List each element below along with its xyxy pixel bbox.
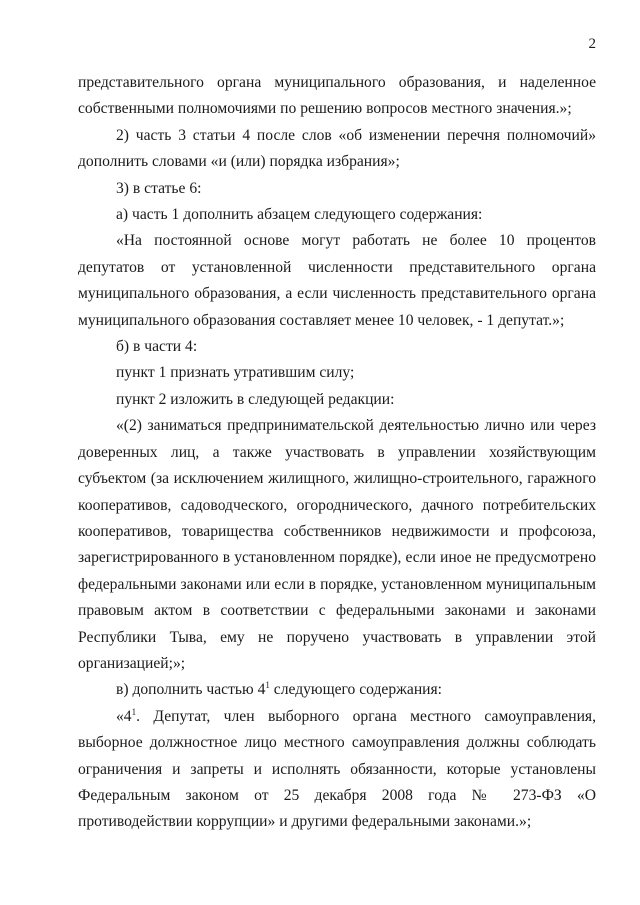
document-body <box>78 70 596 836</box>
paragraph-quote-2: «(2) заниматься предпринимательской деятельностью лично или через доверенных лиц, а также участвовать в управлении хозяйствующим субъектом (за исключением жилищного, жилищно-строительного, гаражного кооперативов, садоводческого, огороднического, дачного потребительских кооперативов, товарищества собственников недвижимости и профсоюза, зарегистрированного в установленном порядке), если иное не предусмотрено федеральными законами или если в порядке, установленном муниципальным правовым актом в соответствии с федеральными законами и законами Республики Тыва, ему не поручено участвовать в управлении этой организацией;»; <box>78 417 596 672</box>
paragraph-item-2: 2) часть 3 статьи 4 после слов «об изменении перечня полномочий» дополнить словами «и (или) порядка избрания»; <box>78 126 596 171</box>
item-v-superscript: 1 <box>265 680 270 691</box>
paragraph-quote-3 <box>78 704 596 836</box>
paragraph-item-a: а) часть 1 дополнить абзацем следующего содержания: <box>116 206 483 224</box>
paragraph-item-b: б) в части 4: <box>116 338 198 356</box>
quote-3-superscript: 1 <box>131 706 137 717</box>
quote-3-prefix: «4 <box>116 707 132 725</box>
paragraph-point-2: пункт 2 изложить в следующей редакции: <box>116 390 395 408</box>
paragraph-item-3: 3) в статье 6: <box>116 179 202 197</box>
paragraph-quote-1: «На постоянной основе могут работать не более 10 процентов депутатов от установленной численности представительного органа муниципального образования, а если численность представительного органа муниципального образования составляет менее 10 человек, - 1 депутат.»; <box>78 232 596 329</box>
page-number: 2 <box>588 36 596 52</box>
paragraph-continuation: представительного органа муниципального образования, и наделенное собственными полномочиями по решению вопросов местного значения.»; <box>78 74 596 118</box>
item-v-prefix: в) дополнить частью 4 <box>116 681 266 699</box>
paragraph-point-1: пункт 1 признать утратившим силу; <box>116 364 355 382</box>
quote-3-text: . Депутат, член выборного органа местного самоуправления, выборное должностное лицо местного самоуправления должны соблюдать ограничения и запреты и исполнять обязанности, которые установлены Федеральным законом от 25 декабря 2008 года № 273-ФЗ «О противодействии коррупции» и другими федеральными законами.»; <box>78 707 596 831</box>
item-v-suffix: следующего содержания: <box>269 681 443 699</box>
paragraph-item-v <box>78 677 596 703</box>
